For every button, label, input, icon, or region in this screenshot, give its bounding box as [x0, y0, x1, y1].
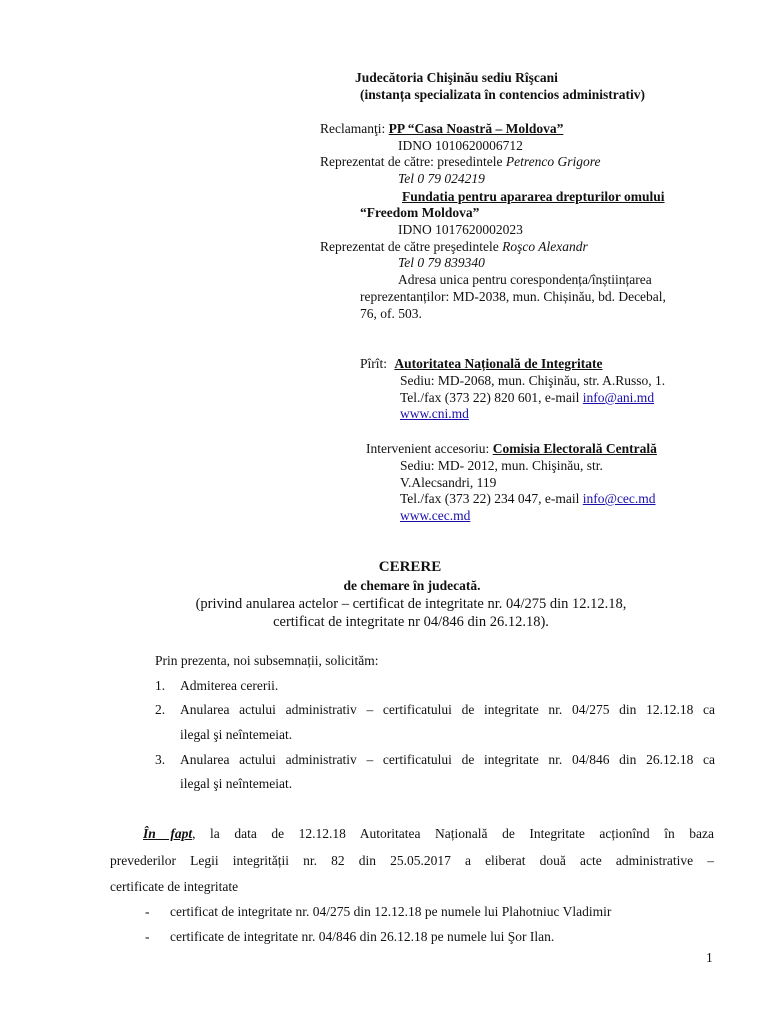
claimant-2-idno: IDNO 1017620002023	[398, 222, 523, 237]
facts-bullet-2-dash: -	[145, 929, 150, 944]
claimant-1-name: PP “Casa Noastră – Moldova”	[388, 121, 564, 136]
request-item-2-line1: Anularea actului administrativ – certificatului de integritate nr. 04/275 din 12.12.18 ca	[180, 702, 715, 717]
claimant-2-rep-label: Reprezentat de către preşedintele	[320, 239, 499, 254]
claimant-2-rep-name: Roşco Alexandr	[502, 239, 588, 254]
document-note-line1: (privind anularea actelor – certificat de integritate nr. 04/275 din 12.12.18,	[195, 596, 627, 612]
defendant-label: Pîrît:	[360, 356, 388, 371]
request-item-3-number: 3.	[155, 752, 166, 767]
defendant-web	[400, 405, 469, 422]
document-title: CERERE	[378, 559, 442, 575]
claimant-1-rep-name: Petrenco Grigore	[505, 154, 601, 169]
claimant-1-rep-label: Reprezentat de către: presedintele	[320, 154, 503, 169]
request-item-1-text: Admiterea cererii.	[180, 678, 279, 693]
claimant-2-name-line2: “Freedom Moldova”	[360, 205, 480, 220]
request-item-3-line1: Anularea actului administrativ – certificatului de integritate nr. 04/846 din 26.12.18 ca	[180, 752, 715, 767]
claimant-2-name-line1: Fundatia pentru apararea drepturilor omului	[402, 189, 665, 204]
page-number: 1	[706, 950, 713, 965]
claimant-1-idno: IDNO 1010620006712	[398, 138, 523, 153]
intervener-label: Intervenient accesoriu:	[366, 441, 490, 456]
address-line-1: Adresa unica pentru corespondența/înștiințarea	[398, 272, 652, 287]
facts-line-1-rest: , la data de 12.12.18 Autoritatea Națională de Integritate acționînd în baza	[192, 826, 714, 841]
facts-lead: În fapt	[143, 826, 193, 841]
claimant-1-phone: Tel 0 79 024219	[398, 171, 485, 186]
claimant-1-representative	[320, 153, 601, 170]
request-item-2-number: 2.	[155, 702, 166, 717]
intervener-line	[366, 440, 657, 457]
facts-line-2: prevederilor Legii integrității nr. 82 din 25.05.2017 a eliberat două acte administrative –	[110, 853, 714, 868]
facts-bullet-2-text: certificate de integritate nr. 04/846 din 26.12.18 pe numele lui Şor Ilan.	[170, 929, 555, 944]
claimants-label: Reclamanţi:	[320, 121, 386, 136]
defendant-tel: Tel./fax (373 22) 820 601, e-mail	[400, 390, 580, 405]
intervener-tel: Tel./fax (373 22) 234 047, e-mail	[400, 491, 580, 506]
defendant-contact	[400, 389, 654, 406]
address-line-3: 76, of. 503.	[360, 306, 422, 321]
defendant-seat: Sediu: MD-2068, mun. Chişinău, str. A.Russo, 1.	[400, 373, 666, 388]
intervener-seat-line2: V.Alecsandri, 119	[400, 475, 497, 490]
defendant-email-link[interactable]: info@ani.md	[582, 390, 655, 405]
court-specialization: (instanța specializata în contencios administrativ)	[360, 87, 645, 102]
claimants-line	[320, 120, 563, 137]
intervener-contact	[400, 490, 656, 507]
claimant-2-representative	[320, 238, 588, 255]
request-intro: Prin prezenta, noi subsemnații, solicităm:	[155, 653, 379, 668]
claimant-2-phone: Tel 0 79 839340	[398, 255, 485, 270]
defendant-name: Autoritatea Națională de Integritate	[394, 356, 603, 371]
document-subtitle: de chemare în judecată.	[343, 578, 481, 593]
facts-bullet-1-dash: -	[145, 904, 150, 919]
address-line-2: reprezentanților: MD-2038, mun. Chișinău, bd. Decebal,	[360, 289, 666, 304]
defendant-web-link[interactable]: www.cni.md	[400, 406, 469, 421]
intervener-seat-line1: Sediu: MD- 2012, mun. Chişinău, str.	[400, 458, 603, 473]
intervener-web-link[interactable]: www.cec.md	[400, 508, 471, 523]
facts-bullet-1-text: certificat de integritate nr. 04/275 din 12.12.18 pe numele lui Plahotniuc Vladimir	[170, 904, 612, 919]
defendant-line	[360, 355, 602, 372]
request-item-3-line2: ilegal şi neîntemeiat.	[180, 776, 293, 791]
request-item-2-line2: ilegal şi neîntemeiat.	[180, 727, 293, 742]
court-name: Judecătoria Chişinău sediu Rîşcani	[355, 70, 558, 85]
facts-line-1	[110, 825, 714, 842]
intervener-name: Comisia Electorală Centrală	[492, 441, 657, 456]
document-note-line2: certificat de integritate nr 04/846 din 26.12.18).	[273, 614, 549, 630]
request-item-1-number: 1.	[155, 678, 166, 693]
intervener-web	[400, 507, 470, 524]
intervener-email-link[interactable]: info@cec.md	[582, 491, 656, 506]
facts-line-3: certificate de integritate	[110, 879, 239, 894]
